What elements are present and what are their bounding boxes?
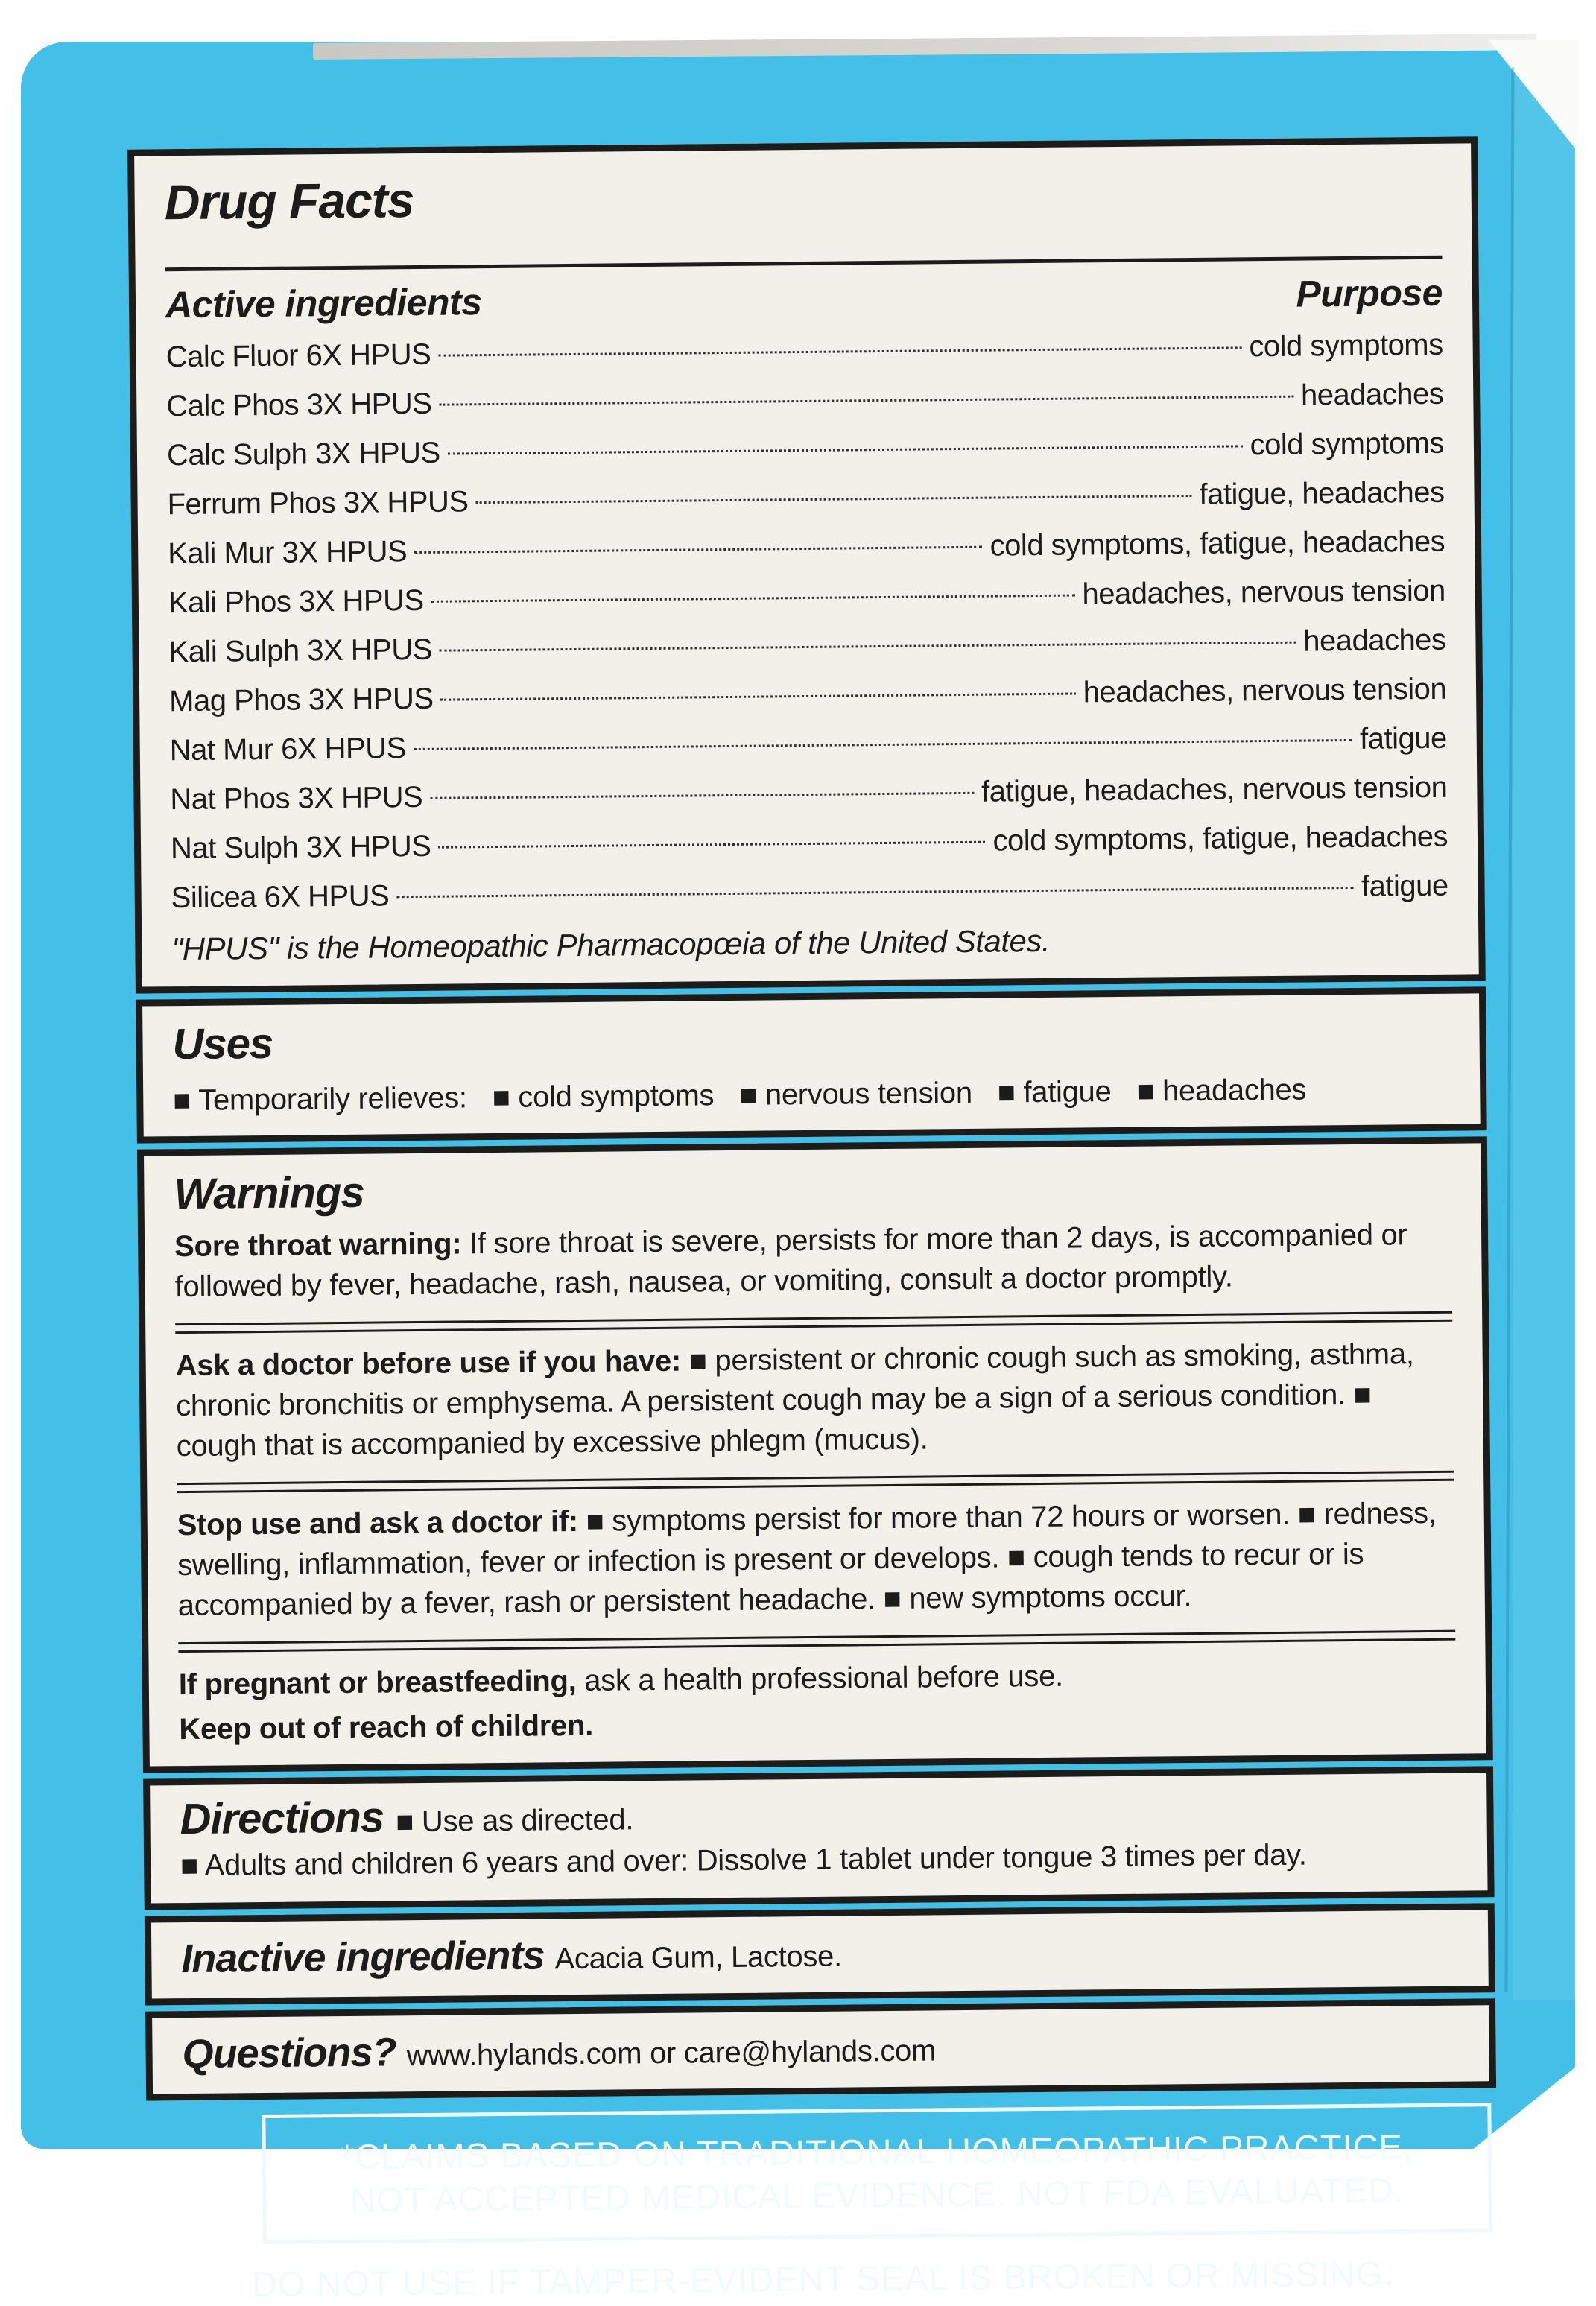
inactive-ingredients-section [145, 1903, 1495, 2005]
questions-text: www.hylands.com or care@hylands.com [406, 2034, 937, 2073]
ingredient-list [165, 320, 1448, 922]
warning-text: If sore throat is severe, persists for more than 2 days, is accompanied or followed by fever, headache, rash, nausea, or vomiting, consult a doctor promptly. [174, 1218, 1407, 1304]
ingredient-purpose: cold symptoms, fatigue, headaches [992, 820, 1448, 858]
warning-subsection [179, 1653, 1457, 1749]
warning-heading: Ask a doctor before use if you have: [175, 1344, 682, 1383]
warnings-divider [175, 1311, 1452, 1334]
warning-text: ■ symptoms persist for more than 72 hours or worsen. ■ redness, swelling, inflammation, fever or infection is present or develops. ■ cough tends to recur or is accompanied by a fever, rash or persistent headache. ■ new symptoms occur. [177, 1496, 1437, 1623]
warning-text: ask a health professional before use. [576, 1659, 1064, 1698]
dotted-leader [438, 346, 1241, 356]
dotted-leader [438, 841, 985, 849]
active-ingredients-section [127, 136, 1486, 993]
dotted-leader [440, 642, 1296, 652]
warning-heading: Sore throat warning: [174, 1227, 462, 1264]
ingredient-name: Silicea 6X HPUS [171, 879, 390, 915]
ingredient-purpose: headaches [1300, 377, 1444, 412]
warning-paragraph [175, 1334, 1453, 1466]
inactive-text: Acacia Gum, Lactose. [554, 1939, 843, 1976]
claims-line-1: *CLAIMS BASED ON TRADITIONAL HOMEOPATHIC PRACTICE, [340, 2126, 1414, 2177]
tamper-evident-notice: DO NOT USE IF TAMPER-EVIDENT SEAL IS BROKEN OR MISSING. [251, 2253, 1395, 2305]
ingredient-name: Calc Sulph 3X HPUS [166, 436, 440, 472]
warnings-body [174, 1214, 1457, 1749]
ingredient-name: Nat Sulph 3X HPUS [170, 829, 431, 866]
dotted-leader [476, 495, 1192, 504]
ingredient-name: Ferrum Phos 3X HPUS [167, 485, 469, 522]
bullet-square-icon: ■ [173, 1083, 199, 1118]
questions-title: Questions? [182, 2030, 396, 2077]
ingredient-purpose: headaches, nervous tension [1083, 672, 1447, 709]
ingredient-name: Nat Phos 3X HPUS [170, 780, 423, 817]
warning-paragraph [179, 1653, 1456, 1705]
ingredient-purpose: fatigue [1359, 721, 1447, 756]
ingredients-header-row [165, 271, 1443, 326]
claims-line-2: NOT ACCEPTED MEDICAL EVIDENCE. NOT FDA EVALUATED. [349, 2170, 1405, 2220]
directions-first-line: ■ Use as directed. [396, 1803, 634, 1839]
ingredient-name: Calc Fluor 6X HPUS [165, 338, 431, 374]
warning-heading: Keep out of reach of children. [179, 1708, 594, 1746]
hpus-footnote: "HPUS" is the Homeopathic Pharmacopœia of the United States. [171, 922, 1051, 967]
uses-line [173, 1069, 1450, 1120]
directions-title: Directions [180, 1793, 384, 1844]
drug-facts-title: Drug Facts [164, 172, 414, 230]
active-ingredients-header: Active ingredients [165, 281, 482, 326]
warning-subsection [175, 1334, 1453, 1466]
ingredient-name: Mag Phos 3X HPUS [168, 682, 434, 718]
directions-section [143, 1766, 1495, 1910]
warning-paragraph [174, 1214, 1452, 1307]
box-top-edge [313, 34, 1536, 60]
ingredient-purpose: cold symptoms, fatigue, headaches [989, 525, 1445, 563]
directions-line: ■ Adults and children 6 years and over: Dissolve 1 tablet under tongue 3 times per day. [180, 1838, 1307, 1883]
product-box [21, 42, 1575, 2305]
uses-item: ■ headaches [1136, 1073, 1307, 1108]
dotted-leader [439, 396, 1293, 406]
ingredient-name: Kali Phos 3X HPUS [168, 583, 424, 620]
warnings-divider [177, 1471, 1454, 1493]
uses-item: ■ cold symptoms [492, 1079, 715, 1115]
warnings-section [137, 1136, 1493, 1773]
uses-title: Uses [172, 1019, 273, 1069]
warning-heading: Stop use and ask a doctor if: [177, 1504, 579, 1542]
ingredient-purpose: cold symptoms [1249, 328, 1443, 364]
inactive-title: Inactive ingredients [181, 1933, 545, 1982]
dotted-leader [448, 445, 1243, 454]
ingredient-name: Nat Mur 6X HPUS [169, 732, 407, 767]
uses-intro: Temporarily relieves: [198, 1081, 467, 1117]
inactive-line [181, 1924, 1459, 1982]
purpose-header: Purpose [1296, 271, 1443, 315]
title-rule [165, 256, 1443, 271]
dotted-leader [396, 887, 1354, 898]
ingredient-name: Calc Phos 3X HPUS [166, 387, 432, 423]
dotted-leader [414, 546, 982, 554]
ingredient-name: Kali Sulph 3X HPUS [168, 633, 433, 669]
uses-item: ■ fatigue [997, 1075, 1112, 1109]
drug-facts-label [127, 136, 1498, 2305]
ingredient-purpose: cold symptoms [1250, 426, 1445, 462]
warnings-title: Warnings [174, 1168, 364, 1219]
warning-subsection [174, 1214, 1452, 1307]
ingredient-purpose: headaches, nervous tension [1082, 574, 1446, 611]
questions-line [182, 2019, 1460, 2077]
box-side-panel [1513, 61, 1575, 2000]
ingredient-purpose: fatigue, headaches, nervous tension [981, 770, 1448, 808]
warning-heading: If pregnant or breastfeeding, [178, 1664, 577, 1702]
questions-section [145, 1998, 1496, 2100]
warning-paragraph [177, 1493, 1455, 1626]
warning-text: ■ persistent or chronic cough such as smoking, asthma, chronic bronchitis or emphysema. A persistent cough may be a sign of a serious condition. ■ cough that is accompanied by excessive phlegm (mucus). [176, 1337, 1414, 1463]
dotted-leader [414, 739, 1352, 750]
claims-disclaimer-box [262, 2103, 1492, 2244]
warning-subsection [177, 1493, 1455, 1626]
warnings-divider [178, 1630, 1455, 1653]
ingredient-purpose: fatigue, headaches [1199, 475, 1445, 511]
ingredient-name: Kali Mur 3X HPUS [168, 535, 408, 571]
dotted-leader [441, 693, 1076, 701]
dotted-leader [431, 595, 1075, 603]
ingredient-purpose: headaches [1303, 623, 1446, 658]
ingredient-purpose: fatigue [1361, 869, 1448, 903]
uses-item: ■ nervous tension [739, 1076, 972, 1112]
dotted-leader [430, 792, 974, 799]
warning-paragraph [179, 1697, 1456, 1749]
uses-section [136, 986, 1487, 1143]
